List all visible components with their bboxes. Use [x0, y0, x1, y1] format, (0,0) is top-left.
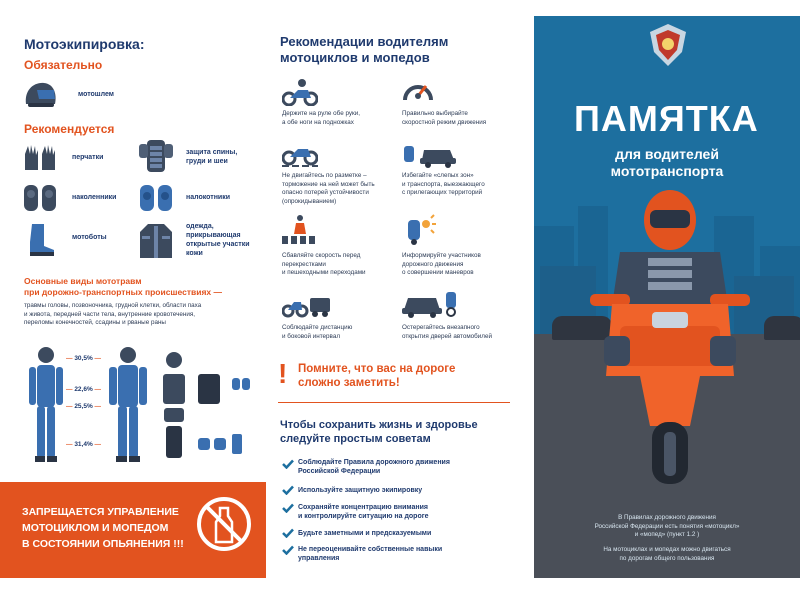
cover-note-2: На мотоциклах и мопедах можно двигаться по дорогам общего пользования — [603, 546, 731, 562]
rec-text-7: Соблюдайте дистанцию и боковой интервал — [282, 324, 353, 340]
rec-text-2: Правильно выбирайте скоростной режим движения — [402, 110, 487, 126]
check-icon — [282, 503, 294, 513]
motorcyclist-illustration — [590, 186, 750, 486]
recommendations-heading: Рекомендации водителям мотоциклов и мопедов — [280, 34, 449, 65]
injury-percent-chest: — 22,6% — — [66, 386, 102, 393]
recommendations-column — [270, 0, 532, 600]
injury-percent-head: — 30,5% — — [66, 355, 102, 362]
tip-5: Не переоценивайте собственные навыки управления — [298, 546, 443, 562]
drunk-driving-text: ЗАПРЕЩАЕТСЯ УПРАВЛЕНИЕ МОТОЦИКЛОМ И МОПЕДОМ В СОСТОЯНИИ ОПЬЯНЕНИЯ !!! — [22, 506, 184, 550]
rec-text-5: Сбавляйте скорость перед перекрестками и пешеходными переходами — [282, 252, 366, 276]
injuries-text: травмы головы, позвоночника, грудной клетки, области паха и живота, передней части тела, внутренние кровотечения, переломы конечностей, ссадины и рваные раны — [24, 302, 202, 326]
elbow-pads-label: налокотники — [186, 194, 231, 201]
speedometer-icon — [402, 76, 434, 106]
tip-2: Используйте защитную экипировку — [298, 487, 423, 494]
motorcyclist-icon — [282, 78, 318, 106]
exclamation-icon: ! — [278, 358, 288, 389]
car-right-icon — [764, 316, 800, 340]
helmet-icon — [22, 80, 58, 110]
injury-percent-abdomen: — 25,5% — — [66, 403, 102, 410]
warning-text: Помните, что вас на дороге сложно заметить! — [298, 363, 456, 389]
drunk-driving-banner — [0, 482, 266, 578]
car-door-icon — [402, 288, 462, 318]
elbow-pads-icon — [138, 182, 174, 214]
helmet-label: мотошлем — [78, 91, 114, 98]
cover-panel — [534, 16, 800, 578]
knee-pads-label: наколенники — [72, 194, 117, 201]
cover-subtitle: для водителей мототранспорта — [610, 146, 724, 179]
tip-4: Будьте заметными и предсказуемыми — [298, 530, 432, 537]
gear-column — [0, 0, 268, 600]
gear-heading: Мотоэкипировка: — [24, 36, 145, 52]
jacket-label: одежда, прикрывающая открытые участки кожи — [186, 223, 250, 257]
check-icon — [282, 459, 294, 469]
rec-text-6: Информируйте участников дорожного движения о совершении маневров — [402, 252, 481, 276]
gloves-label: перчатки — [72, 154, 104, 161]
check-icon — [282, 545, 294, 555]
turn-signal-icon — [402, 214, 436, 246]
divider — [278, 402, 510, 403]
blind-spot-icon — [402, 140, 458, 168]
required-heading: Обязательно — [24, 58, 103, 72]
check-icon — [282, 485, 294, 495]
cover-title: ПАМЯТКА — [574, 98, 759, 139]
jacket-icon — [138, 222, 174, 260]
no-alcohol-icon — [196, 496, 252, 552]
injury-figure-front-icon — [28, 346, 64, 464]
cover-note-1: В Правилах дорожного движения Российской Федерации есть понятия «мотоцикл» и «мопед» (пункт 1.2 ) — [594, 514, 740, 538]
pedestrian-crossing-icon — [282, 214, 318, 246]
rec-text-1: Держите на руле обе руки, а обе ноги на подножках — [282, 110, 361, 126]
road-marking-icon — [282, 140, 318, 168]
tip-3: Сохраняйте концентрацию внимания и контролируйте ситуацию на дороге — [298, 504, 429, 520]
gloves-icon — [22, 142, 60, 172]
tip-1: Соблюдайте Правила дорожного движения Российской Федерации — [298, 459, 450, 475]
moto-boots-label: мотоботы — [72, 234, 107, 241]
rec-text-4: Избегайте «слепых зон» и транспорта, выезжающего с прилегающих территорий — [402, 172, 485, 196]
police-emblem-icon — [648, 22, 688, 68]
recommended-heading: Рекомендуется — [24, 122, 115, 136]
knee-pads-icon — [22, 182, 58, 214]
rec-text-8: Остерегайтесь внезапного открытия дверей автомобилей — [402, 324, 492, 340]
gear-set-icon — [160, 350, 256, 460]
injury-percent-legs: — 31,4% — — [66, 441, 102, 448]
injuries-heading: Основные виды мототравм при дорожно-транспортных происшествиях — — [24, 276, 223, 297]
check-icon — [282, 528, 294, 538]
rec-text-3: Не двигайтесь по разметке – торможение на ней может быть опасно потерей устойчивости (опрокидыванием) — [282, 172, 375, 205]
moto-boots-icon — [26, 222, 56, 258]
body-armor-icon — [138, 138, 174, 174]
body-armor-label: защита спины, груди и шеи — [186, 149, 238, 165]
tips-heading: Чтобы сохранить жизнь и здоровье следуйте простым советам — [280, 419, 478, 445]
distance-icon — [282, 290, 332, 318]
injury-figure-back-icon — [108, 346, 148, 464]
